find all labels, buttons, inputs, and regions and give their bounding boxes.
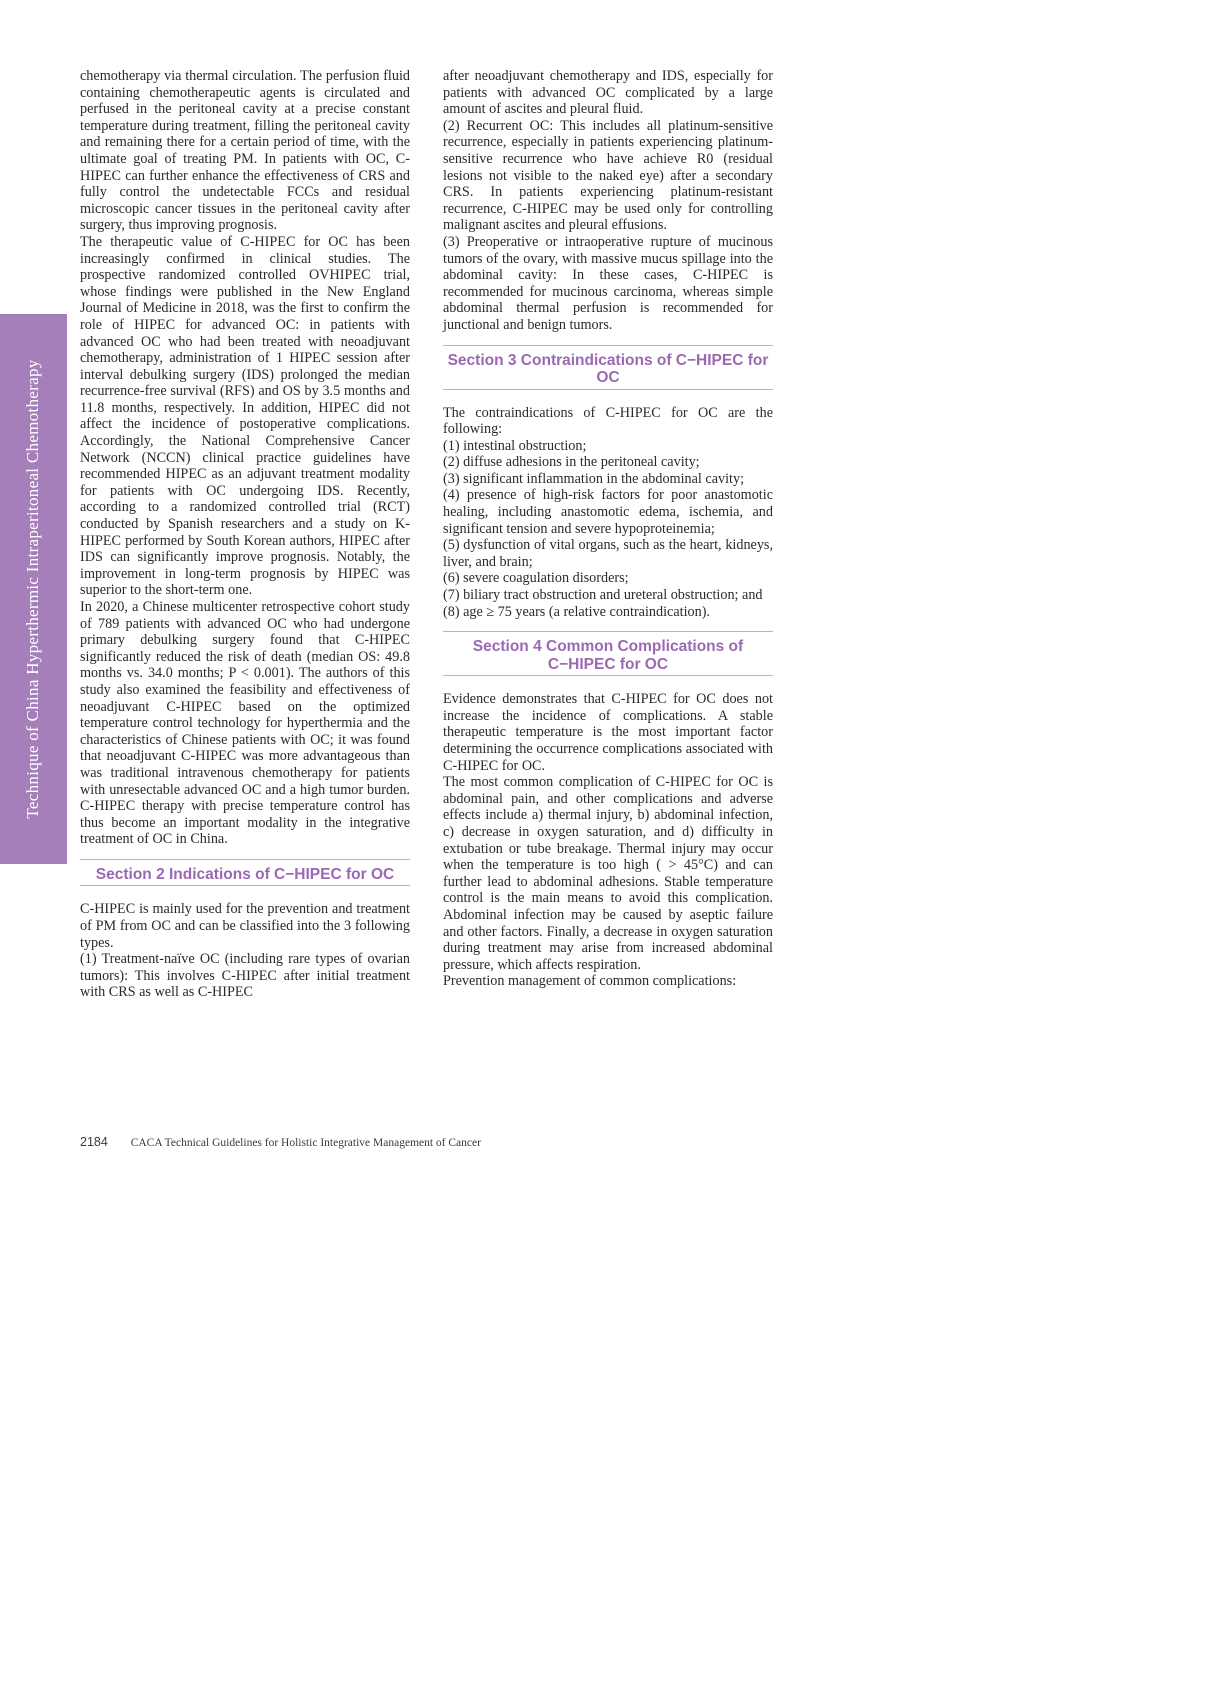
body-paragraph: chemotherapy via thermal circulation. The perfusion fluid containing chemotherapeutic agents is circulated and perfused in the peritoneal cavity at a precise constant temperature during treatment, filling the peritoneal cavity and remaining there for a certain period of time, with the ultimate goal of treating PM. In patients with OC, C-HIPEC can further enhance the effectiveness of CRS and fully control the undetectable FCCs and residual microscopic cancer tissues in the peritoneal cavity after surgery, thus improving prognosis. [80,68,410,234]
body-paragraph: (1) Treatment-naïve OC (including rare types of ovarian tumors): This involves C-HIPEC after initial treatment with CRS as well as C-HIPEC [80,951,410,1001]
list-item: (8) age ≥ 75 years (a relative contraindication). [443,603,710,620]
list-item: (4) presence of high-risk factors for poor anastomotic healing, including anastomotic edema, ischemia, and significant tension and severe hypoproteinemia; [443,487,773,537]
list-item: (7) biliary tract obstruction and ureteral obstruction; and [443,587,763,604]
list-item: (2) diffuse adhesions in the peritoneal cavity; [443,454,700,471]
body-paragraph: (2) Recurrent OC: This includes all platinum-sensitive recurrence, especially in patients experiencing platinum-sensitive recurrence who have achieve R0 (residual lesions not visible to the naked eye) after a secondary CRS. In patients experiencing platinum-resistant recurrence, C-HIPEC may be used only for controlling malignant ascites and pleural effusions. [443,117,773,234]
side-tab-title: Technique of China Hyperthermic Intraperitoneal Chemotherapy [23,359,42,819]
body-paragraph: The most common complication of C-HIPEC for OC is abdominal pain, and other complications and adverse effects include a) thermal injury, b) abdominal infection, c) decrease in oxygen saturation, and d) difficulty in extubation or tube breakage. Thermal injury may occur when the temperature is too high ( > 45°C) and can further lead to abdominal adhesions. Stable temperature control is the main means to avoid this complication. Abdominal infection may be caused by aseptic failure and other factors. Finally, a decrease in oxygen saturation during treatment may arise from increased abdominal pressure, which affects respiration. [443,774,773,973]
list-item: (6) severe coagulation disorders; [443,570,629,587]
page-number: 2184 [80,1135,108,1149]
left-column [80,68,410,1001]
list-item: (1) intestinal obstruction; [443,437,587,454]
list-item: The contraindications of C-HIPEC for OC are the following: [443,404,773,438]
body-paragraph: The therapeutic value of C-HIPEC for OC has been increasingly confirmed in clinical studies. The prospective randomized controlled OVHIPEC trial, whose findings were published in the New England Journal of Medicine in 2018, was the first to confirm the role of HIPEC for advanced OC: in patients with advanced OC who had been treated with neoadjuvant chemotherapy, administration of 1 HIPEC session after interval debulking surgery (IDS) prolonged the median recurrence-free survival (RFS) and OS by 3.5 months and 11.8 months, respectively. In addition, HIPEC did not affect the incidence of postoperative complications. Accordingly, the National Comprehensive Cancer Network (NCCN) clinical practice guidelines have recommended HIPEC as an adjuvant treatment modality for patients with OC undergoing IDS. Recently, according to a randomized controlled trial (RCT) conducted by Spanish researchers and a study on K-HIPEC performed by South Korean authors, HIPEC after IDS can significantly improve prognosis. Notably, the improvement in long-term prognosis by HIPEC was superior to the short-term one. [80,233,410,599]
section-2-heading: Section 2 Indications of C−HIPEC for OC [80,859,410,887]
section-4-heading: Section 4 Common Complications of C−HIPEC for OC [443,631,773,676]
page-footer [80,1135,481,1149]
right-column [443,68,773,990]
list-item: (5) dysfunction of vital organs, such as the heart, kidneys, liver, and brain; [443,537,773,570]
section-3-heading: Section 3 Contraindications of C−HIPEC for OC [443,345,773,390]
body-paragraph: Prevention management of common complications: [443,973,737,990]
body-paragraph: Evidence demonstrates that C-HIPEC for OC does not increase the incidence of complications. A stable therapeutic temperature is the most important factor determining the occurrence complications associated with C-HIPEC for OC. [443,691,773,774]
body-paragraph: after neoadjuvant chemotherapy and IDS, especially for patients with advanced OC complicated by a large amount of ascites and pleural fluid. [443,68,773,118]
body-paragraph: In 2020, a Chinese multicenter retrospective cohort study of 789 patients with advanced OC who had undergone primary debulking surgery found that C-HIPEC significantly reduced the risk of death (median OS: 49.8 months vs. 34.0 months; P < 0.001). The authors of this study also examined the feasibility and effectiveness of neoadjuvant C-HIPEC based on the optimized temperature control technology for hyperthermia and the characteristics of Chinese patients with OC; it was found that neoadjuvant C-HIPEC was more advantageous than was traditional intravenous chemotherapy for patients with unresectable advanced OC and a high tumor burden. C-HIPEC therapy with precise temperature control has thus become an important modality in the integrative treatment of OC in China. [80,599,410,848]
list-item: (3) significant inflammation in the abdominal cavity; [443,470,745,487]
body-paragraph: C-HIPEC is mainly used for the prevention and treatment of PM from OC and can be classified into the 3 following types. [80,901,410,951]
body-paragraph: (3) Preoperative or intraoperative rupture of mucinous tumors of the ovary, with massive mucus spillage into the abdominal cavity: In these cases, C-HIPEC is recommended for mucinous carcinoma, whereas simple abdominal thermal perfusion is recommended for junctional and benign tumors. [443,233,773,333]
journal-title: CACA Technical Guidelines for Holistic Integrative Management of Cancer [130,1137,481,1149]
